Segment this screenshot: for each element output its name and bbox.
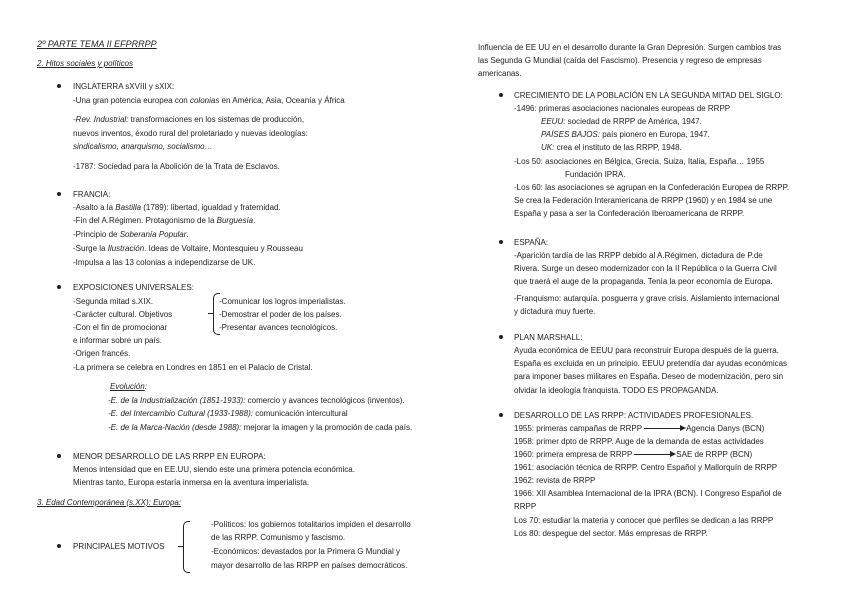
crecimiento-line: PAÍSES BAJOS: país pionero en Europa, 1947. [541,130,710,139]
bullet [57,454,61,458]
desarrollo-line: 1955: primeras campañas de RRPP Agencia Danys (BCN) [514,424,765,433]
exposiciones-line: -Carácter cultural. Objetivos [73,310,173,319]
exposiciones-line: -Origen francés. [73,349,131,358]
bullet [499,413,503,417]
menor-line: Mientras tanto, Europa estaría inmersa en la aventura imperialista. [73,478,310,487]
evolucion-line: -E. de la Industrialización (1851-1933): comercio y avances tecnológicos (inventos). [108,396,405,405]
desarrollo-heading: DESARROLLO DE LAS RRPP: ACTIVIDADES PROFESIONALES. [514,411,754,420]
espana-line: -Aparición tardía de las RRPP debido al A.Régimen, dictadura de P.de [514,251,763,260]
brace [183,521,190,573]
francia-heading: FRANCIA: [73,190,111,199]
desarrollo-line: 1960: primera empresa de RRPP SAE de RRPP (BCN) [514,450,753,459]
objetivo-item: -Presentar avances tecnológicos. [219,323,338,332]
desarrollo-line: 1966: XII Asamblea Internacional de la IPRA (BCN). I Congreso Español de [514,489,782,498]
crecimiento-line: Se crea la Federación Interamericana de RRPP (1960) y en 1984 se une [514,196,773,205]
intro-line: las Segunda G Mundial (caída del Fascismo). Presencia y regreso de empresas [478,56,762,65]
bullet [57,285,61,289]
exposiciones-line: -Segunda mitad s.XIX. [73,297,154,306]
francia-line: -Surge la Ilustración. Ideas de Voltaire, Montesquieu y Rousseau [73,244,303,253]
objetivo-item: -Demostrar el poder de los países. [219,310,342,319]
crecimiento-line: Fundación IPRA. [565,170,626,179]
evolucion-line: -E. de la Marca-Nación (desde 1988): mejorar la imagen y la promoción de cada país. [108,423,413,432]
desarrollo-line: Los 70: estudiar la materia y conocer que perfiles se dedican a las RRPP [514,516,774,525]
marshall-line: olvidar la ideología franquista. TODO ES PROPAGANDA. [514,386,719,395]
motivos-heading: PRINCIPALES MOTIVOS [73,542,165,551]
espana-line: Rivera. Surge un deseo modernizador con la II República o la Guerra Civil [514,264,777,273]
exposiciones-line: -La primera se celebra en Londres en 1851 en el Palacio de Cristal. [73,363,313,372]
bullet [57,84,61,88]
crecimiento-line: -Los 60: las asociaciones se agrupan en la Confederación Europea de RRPP. [514,183,790,192]
inglaterra-line: nuevos inventos, éxodo rural del proletariado y nuevas ideologías: [73,129,308,138]
motivos-line: mayor desarrollo de las RRPP en países democráticos. [211,561,408,570]
desarrollo-line: 1958: primer dpto de RRPP. Auge de la demanda de estas actividades [514,437,764,446]
desarrollo-line: Los 80: despegue del sector. Más empresas de RRPP. [514,529,708,538]
intro-line: Influencia de EE UU en el desarrollo durante la Gran Depresión. Surgen cambios tras [478,43,782,52]
motivos-line: de las RRPP. Comunismo y fascismo. [211,533,346,542]
desarrollo-line: 1961: asociación técnica de RRPP. Centro Español y Mallorquín de RRPP [514,463,778,472]
espana-line: que traerá el auge de la propaganda. Tenía la peor economía de Europa. [514,277,773,286]
desarrollo-line: RRPP [514,502,537,511]
crecimiento-line: EEUU: sociedad de RRPP de América, 1947. [541,117,702,126]
menor-heading: MENOR DESARROLLO DE LAS RRPP EN EUROPA: [73,452,266,461]
inglaterra-line: -Una gran potencia europea con colonias en América, Asia, Oceanía y África [73,96,345,105]
desarrollo-line: 1962: revista de RRPP [514,476,596,485]
francia-line: -Fin del A.Régimen. Protagonismo de la Burguesía. [73,216,256,225]
motivos-line: -Políticos: los gobiernos totalitarios impiden el desarrollo [211,520,411,529]
arrow-right-icon [634,454,674,455]
section-heading-edad: 3. Edad Contemporánea (s.XX): Europa: [37,498,182,507]
exposiciones-line: -Con el fin de promocionar [73,323,168,332]
exposiciones-heading: EXPOSICIONES UNIVERSALES: [73,283,194,292]
bullet [499,240,503,244]
espana-line: -Franquismo: autarquía. posguerra y grave crisis. Aislamiento internacional [514,294,780,303]
bullet [499,93,503,97]
crecimiento-line: UK: crea el instituto de las RRPP, 1948. [541,143,682,152]
crecimiento-line: -1496: primeras asociaciones nacionales europeas de RRPP [514,104,731,113]
motivos-line: -Económicos: devastados por la Primera G Mundial y [211,547,400,556]
bullet [57,544,61,548]
objetivo-item: -Comunicar los logros imperialistas. [219,297,346,306]
evolucion-line: -E. del Intercambio Cultural (1933-1988): comunicación intercultural [108,409,348,418]
arrow-right-icon [644,428,684,429]
espana-line: y dictadura muy fuerte. [514,307,596,316]
francia-line: -Asalto a la Bastilla (1789): libertad, igualdad y fraternidad. [73,203,281,212]
marshall-line: Ayuda económica de EEUU para reconstruir Europa después de la guerra. [514,346,779,355]
marshall-heading: PLAN MARSHALL: [514,333,583,342]
bullet [499,335,503,339]
section-heading-hitos: 2. Hitos sociales y políticos [37,59,134,68]
espana-heading: ESPAÑA: [514,238,549,247]
marshall-line: para imponer bases militares en España. Deseo de modernización, pero sin [514,372,784,381]
inglaterra-line: -Rev. Industrial: transformaciones en los sistemas de producción, [73,115,305,124]
crecimiento-line: España y pasa a ser la Confederación Iberoamericana de RRPP. [514,209,745,218]
crecimiento-heading: CRECIMIENTO DE LA POBLACIÓN EN LA SEGUNDA MITAD DEL SIGLO: [514,91,783,100]
evolucion-heading: Evolución: [110,382,147,391]
inglaterra-heading: INGLATERRA sXVIII y sXIX: [73,82,175,91]
inglaterra-line: -1787: Sociedad para la Abolición de la Trata de Esclavos. [73,162,280,171]
menor-line: Menos intensidad que en EE.UU, siendo este una primera potencia económica. [73,465,355,474]
brace-tip [178,546,183,547]
page-title: 2º PARTE TEMA II EFPRRPP [37,39,157,49]
intro-line: americanas. [478,69,522,78]
bullet [57,192,61,196]
crecimiento-line: -Los 50: asociaciones en Bélgica, Grecia, Suiza, Italia, España… 1955 [514,157,765,166]
francia-line: -Impulsa a las 13 colonias a independizarse de UK. [73,258,256,267]
francia-line: -Principio de Soberanía Popular. [73,230,189,239]
marshall-line: España es excluida en un principio. EEUU pretendía dar ayudas económicas [514,359,788,368]
brace-tip [208,313,213,314]
inglaterra-line: sindicalismo, anarquismo, socialismo… [73,142,213,151]
exposiciones-line: e informar sobre un país. [73,336,162,345]
